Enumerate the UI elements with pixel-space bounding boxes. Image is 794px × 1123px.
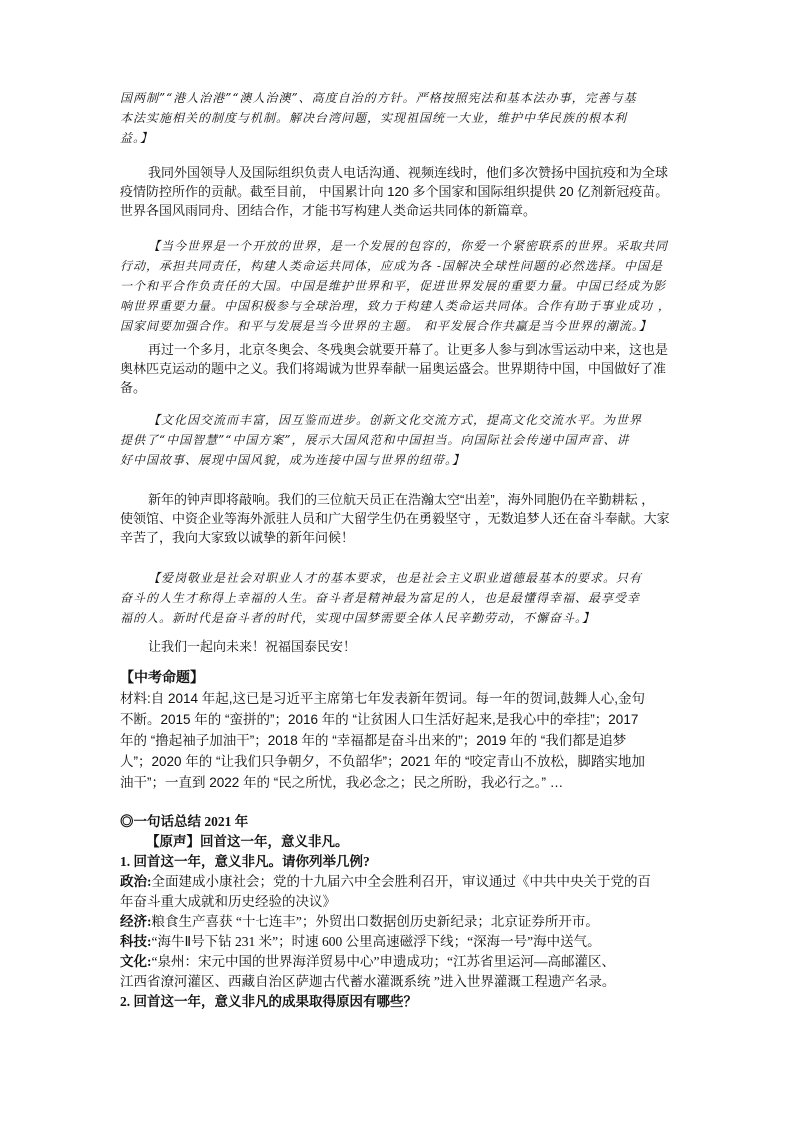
text-line: 人”；2020 年的 “让我们只争朝夕，不负韶华”；2021 年的 “咬定青山不放松，脚踏实地加 — [120, 754, 646, 769]
annotation-3 — [120, 568, 684, 628]
text-line: 【当今世界是一个开放的世界，是一个发展的包容的，你爱一个紧密联系的世界。采取共同 — [148, 239, 669, 253]
speech-paragraph-2 — [120, 163, 684, 220]
text-line: 新年的钟声即将敲响。我们的三位航天员正在浩瀚太空“出差”，海外同胞仍在辛勤耕耘 ， — [148, 492, 655, 507]
text-line: 备。 — [120, 380, 147, 395]
section-title: 【中考命题】 — [120, 669, 204, 685]
tech-line — [120, 932, 684, 952]
speech-paragraph-3 — [120, 340, 684, 397]
text-line: 疫情防控所作的贡献。截至目前， 中国累计向 120 多个国家和国际组织提供 20 亿剂新冠疫苗。 — [120, 184, 669, 199]
culture-line — [120, 952, 684, 972]
culture-text: “泉州：宋元中国的世界海洋贸易中心”申遗成功；“江苏省里运河—高邮灌区、 — [151, 954, 615, 969]
text-line: 辛苦了，我向大家致以诚挚的新年问候！ — [120, 530, 355, 545]
question-2: 2. 回首这一年，意义非凡的成果取得原因有哪些？ — [120, 994, 417, 1009]
text-line: 响世界重要力量。中国积极参与全球治理，致力于构建人类命运共同体。合作有助于事业成功 ， — [120, 299, 671, 313]
speech-paragraph-5 — [120, 637, 684, 656]
text-line: 国两制”“港人治港”“澳人治澳”、高度自治的方针。严格按照宪法和基本法办事，完善与基 — [120, 91, 637, 105]
text-line: 年奋斗重大成就和历史经验的决议》 — [120, 894, 336, 909]
text-line: 使领馆、中资企业等海外派驻人员和广大留学生仍在勇毅坚守 ，无数追梦人还在奋斗奉献。大家 — [120, 511, 670, 526]
economy-text: 粮食生产喜获 “十七连丰”；外贸出口数据创历史新纪录；北京证券所开市。 — [151, 914, 599, 929]
tech-text: “海牛Ⅱ号下钻 231 米”；时速 600 公里高速磁浮下线；“深海一号”海中送气。 — [151, 934, 601, 949]
text-line: 不断。2015 年的 “蛮拼的”；2016 年的 “让贫困人口生活好起来,是我心中的牵挂”；2017 — [120, 712, 639, 727]
annotation-1 — [120, 236, 684, 336]
summary-section — [120, 812, 684, 1012]
text-line: 国家间要加强合作。和平与发展是当今世界的主题。 和平发展合作共赢是当今世界的潮流。】 — [120, 319, 652, 333]
text-line: 行动，承担共同责任，构建人类命运共同体，应成为各 -国解决全球性问题的必然选择。中国是 — [120, 259, 663, 273]
text-line: 本法实施相关的制度与机制。解决台湾问题，实现祖国统一大业，维护中华民族的根本利 — [120, 111, 628, 125]
text-line: 年的 “撸起袖子加油干”；2018 年的 “幸福都是奋斗出来的”；2019 年的 “我们都是追梦 — [120, 733, 627, 748]
politics-text: 全面建成小康社会；党的十九届六中全会胜利召开，审议通过《中共中央关于党的百 — [151, 874, 651, 889]
politics-line — [120, 872, 684, 892]
economy-label: 经济: — [120, 914, 152, 929]
text-line: 好中国故事、展现中国风貌，成为连接中国与世界的纽带。】 — [120, 453, 466, 467]
text-line: 一个和平合作负责任的大国。中国是维护世界和平，促进世界发展的重要力量。中国已经成为影 — [120, 279, 667, 293]
text-line: 【文化因交流而丰富，因互鉴而进步。创新文化交流方式，提高文化交流水平。为世界 — [148, 413, 643, 427]
text-line: 福的人。新时代是奋斗者的时代，实现中国梦需要全体人民辛勤劳动，不懈奋斗。】 — [120, 611, 596, 625]
original-quote — [120, 832, 684, 852]
text-line: 再过一个多月，北京冬奥会、冬残奥会就要开幕了。让更多人参与到冰雪运动中来，这也是 — [148, 342, 669, 357]
text-line: 让我们一起向未来！祝福国泰民安！ — [148, 639, 357, 654]
speech-paragraph-4 — [120, 490, 684, 547]
text-line: 提供了“中国智慧”“中国方案”，展示大国风范和中国担当。向国际社会传递中国声音、讲 — [120, 433, 630, 447]
question-1: 1. 回首这一年，意义非凡。请你列举几例? — [120, 854, 370, 869]
original-label: 【原声】 — [146, 834, 200, 849]
annotation-2 — [120, 410, 684, 470]
speech-excerpt-1 — [120, 88, 684, 148]
culture-label: 文化: — [120, 954, 152, 969]
text-line: 奥林匹克运动的题中之义。我们将竭诚为世界奉献一届奥运盛会。世界期待中国，中国做好了准 — [120, 361, 667, 376]
text-line: 奋斗的人生才称得上幸福的人生。奋斗者是精神最为富足的人，也是最懂得幸福、最享受幸 — [120, 591, 641, 605]
text-line: 【爱岗敬业是社会对职业人才的基本要求，也是社会主义职业道德最基本的要求。只有 — [148, 571, 643, 585]
text-line: 我同外国领导人及国际组织负责人电话沟通、视频连线时，他们多次赞扬中国抗疫和为全球 — [148, 165, 669, 180]
text-line: 江西省潦河灌区、西藏自治区萨迦古代蓄水灌溉系统 ”进入世界灌溉工程遗产名录。 — [120, 974, 616, 989]
text-line: 材料:自 2014 年起,这已是习近平主席第七年发表新年贺词。每一年的贺词,鼓舞人心,金句 — [120, 691, 646, 706]
exam-section — [120, 667, 684, 793]
text-line: 油干”；一直到 2022 年的 “民之所忧，我必念之；民之所盼，我必行之。” … — [120, 775, 564, 790]
summary-heading: ◎一句话总结 2021 年 — [120, 814, 249, 829]
text-line: 益。】 — [120, 131, 154, 145]
tech-label: 科技: — [120, 934, 152, 949]
original-text: 回首这一年，意义非凡。 — [200, 834, 349, 849]
economy-line — [120, 912, 684, 932]
text-line: 世界各国风雨同舟、团结合作，才能书写构建人类命运共同体的新篇章。 — [120, 203, 537, 218]
politics-label: 政治: — [120, 874, 152, 889]
